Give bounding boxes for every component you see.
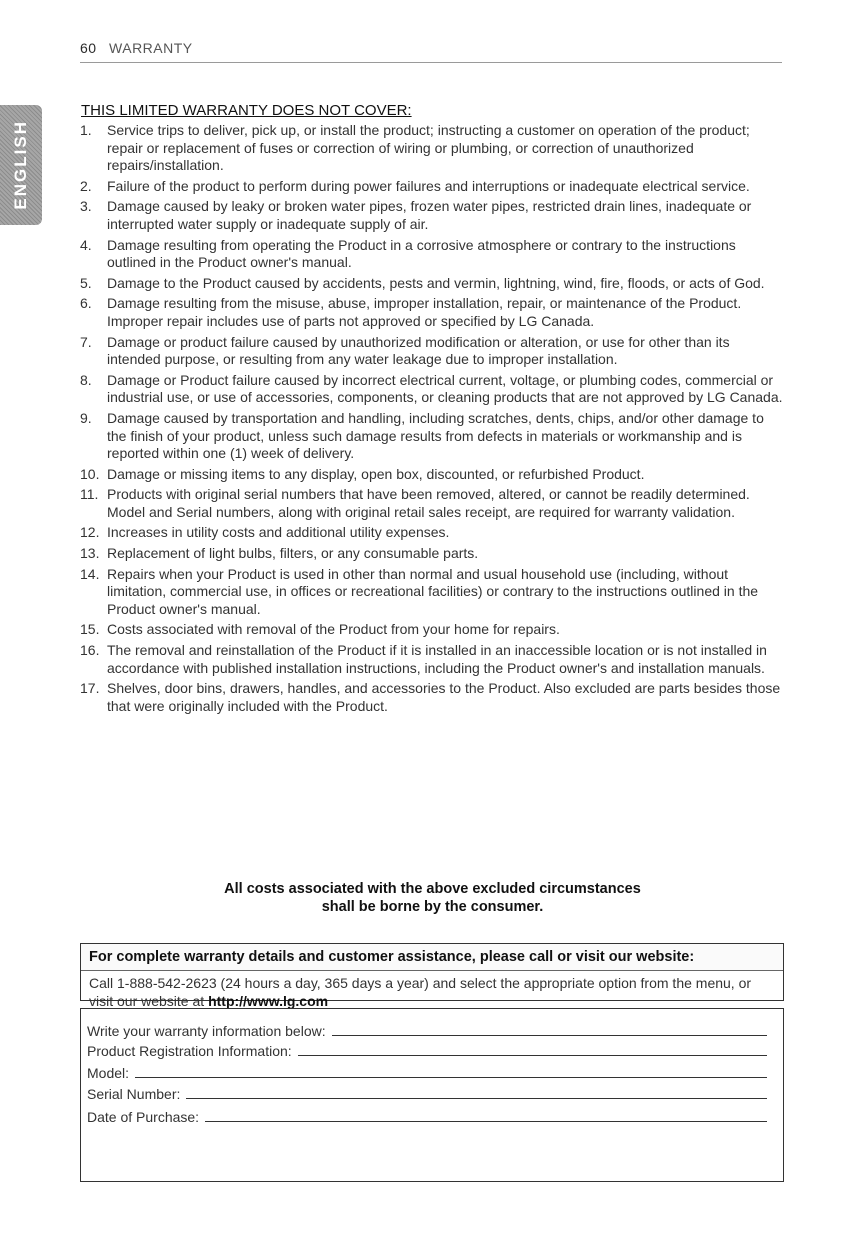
- list-item: [80, 566, 785, 619]
- list-item: [80, 466, 785, 484]
- item-number: 10.: [80, 465, 100, 482]
- item-text: Damage or missing items to any display, open box, discounted, or refurbished Product.: [107, 465, 645, 482]
- list-item: [80, 545, 785, 563]
- assistance-text: Call 1-888-542-2623 (24 hours a day, 365 days a year) and select the appropriate option from the menu, or visit our website at: [89, 975, 752, 1009]
- field-label: Product Registration Information:: [87, 1043, 292, 1059]
- list-item: [80, 237, 785, 272]
- field-label: Serial Number:: [87, 1086, 181, 1102]
- item-text: Damage caused by transportation and handling, including scratches, dents, chips, and/or other damage to the finish of your product, unless such damage results from defects in materials or workmanship and is reported within one (1) week of delivery.: [107, 409, 764, 462]
- item-text: Costs associated with removal of the Product from your home for repairs.: [107, 621, 560, 638]
- item-number: 7.: [80, 333, 92, 350]
- list-item: [80, 295, 785, 330]
- item-number: 1.: [80, 122, 92, 138]
- customer-assistance-box: [80, 943, 784, 1009]
- list-item: [80, 642, 785, 677]
- item-text: Repairs when your Product is used in other than normal and usual household use (including, without limitation, commercial use, in offices or recreational facilities) or contrary to the instructions outlined in the Product owner's manual.: [107, 565, 759, 617]
- write-in-line: [205, 1121, 767, 1122]
- item-text: Products with original serial numbers that have been removed, altered, or cannot be readily determined. Model and Serial numbers, along with original retail sales receipt, are required for warranty validation.: [107, 486, 750, 520]
- list-item: [80, 524, 785, 542]
- item-text: Damage resulting from operating the Product in a corrosive atmosphere or contrary to the instructions outlined in the Product owner's manual.: [107, 236, 736, 271]
- write-in-line: [186, 1098, 767, 1099]
- notice-line-2: shall be borne by the consumer.: [321, 899, 544, 915]
- write-in-line: [298, 1055, 767, 1056]
- page-header: [80, 40, 782, 63]
- item-text: Service trips to deliver, pick up, or install the product; instructing a customer on operation of the product; repair or replacement of fuses or correction of wiring or plumbing, or correction of unauthorized repairs/installation.: [107, 122, 750, 174]
- item-number: 9.: [80, 409, 92, 426]
- notice-line-1: All costs associated with the above excluded circumstances: [224, 881, 641, 897]
- item-number: 17.: [80, 680, 100, 697]
- item-number: 4.: [80, 236, 92, 253]
- list-item: [80, 410, 785, 463]
- write-in-line: [332, 1035, 767, 1036]
- exclusions-heading: THIS LIMITED WARRANTY DOES NOT COVER:: [81, 102, 412, 119]
- form-row-model: [87, 1061, 767, 1081]
- assistance-body: [89, 974, 775, 1010]
- field-label: Model:: [87, 1065, 130, 1081]
- list-item: [80, 486, 785, 521]
- write-in-line: [135, 1077, 767, 1078]
- item-text: Damage or Product failure caused by incorrect electrical current, voltage, or plumbing codes, commercial or industrial use, or use of accessories, components, or cleaning products that are not approved by LG Canada.: [107, 371, 783, 406]
- item-number: 6.: [80, 295, 92, 312]
- form-row-registration: [87, 1039, 767, 1059]
- language-tab: [0, 105, 42, 225]
- list-item: [80, 621, 785, 639]
- item-number: 8.: [80, 371, 92, 388]
- list-item: [80, 680, 785, 715]
- consumer-cost-notice: [80, 880, 785, 916]
- field-label: Date of Purchase:: [87, 1109, 200, 1125]
- item-text: Damage to the Product caused by accidents, pests and vermin, lightning, wind, fire, floods, or acts of God.: [107, 274, 765, 291]
- item-number: 3.: [80, 198, 92, 215]
- form-row-date: [87, 1105, 767, 1125]
- item-text: Damage or product failure caused by unauthorized modification or alteration, or use for other than its intended purpose, or resulting from any water leakage due to improper installation.: [107, 333, 730, 368]
- page-number: 60: [80, 40, 97, 56]
- form-row-serial: [87, 1082, 767, 1102]
- list-item: [80, 372, 785, 407]
- item-text: Damage caused by leaky or broken water pipes, frozen water pipes, restricted drain lines, inadequate or interrupted water supply or inadequate supply of air.: [107, 198, 752, 232]
- item-number: 15.: [80, 621, 100, 638]
- item-text: Increases in utility costs and additional utility expenses.: [107, 524, 450, 541]
- item-number: 11.: [80, 486, 99, 503]
- list-item: [80, 178, 785, 196]
- list-item: [80, 275, 785, 293]
- item-text: The removal and reinstallation of the Product if it is installed in an inaccessible location or is not installed in accordance with published installation instructions, including the Product owner's and installation manuals.: [107, 642, 767, 676]
- language-tab-label: ENGLISH: [11, 120, 30, 210]
- item-text: Replacement of light bulbs, filters, or any consumable parts.: [107, 545, 479, 562]
- form-row-intro: [87, 1019, 767, 1039]
- list-item: [80, 198, 785, 233]
- item-number: 13.: [80, 545, 100, 562]
- item-text: Damage resulting from the misuse, abuse, improper installation, repair, or maintenance of the Product. Improper repair includes use of parts not approved or specified by LG Canada.: [107, 295, 742, 329]
- page-section-title: WARRANTY: [109, 40, 193, 56]
- item-number: 16.: [80, 642, 100, 659]
- field-label: Write your warranty information below:: [87, 1023, 326, 1039]
- exclusions-list: [80, 122, 785, 718]
- item-text: Shelves, door bins, drawers, handles, and accessories to the Product. Also excluded are parts besides those that were originally included with the Product.: [107, 680, 781, 714]
- item-number: 5.: [80, 274, 92, 291]
- website-link[interactable]: http://www.lg.com: [208, 993, 329, 1009]
- warranty-info-form: [80, 1008, 784, 1182]
- list-item: [80, 334, 785, 369]
- item-number: 12.: [80, 524, 100, 541]
- item-number: 2.: [80, 177, 92, 194]
- list-item: [80, 122, 785, 175]
- item-number: 14.: [80, 565, 100, 582]
- item-text: Failure of the product to perform during power failures and interruptions or inadequate electrical service.: [107, 177, 750, 194]
- assistance-heading: For complete warranty details and customer assistance, please call or visit our website:: [81, 944, 783, 971]
